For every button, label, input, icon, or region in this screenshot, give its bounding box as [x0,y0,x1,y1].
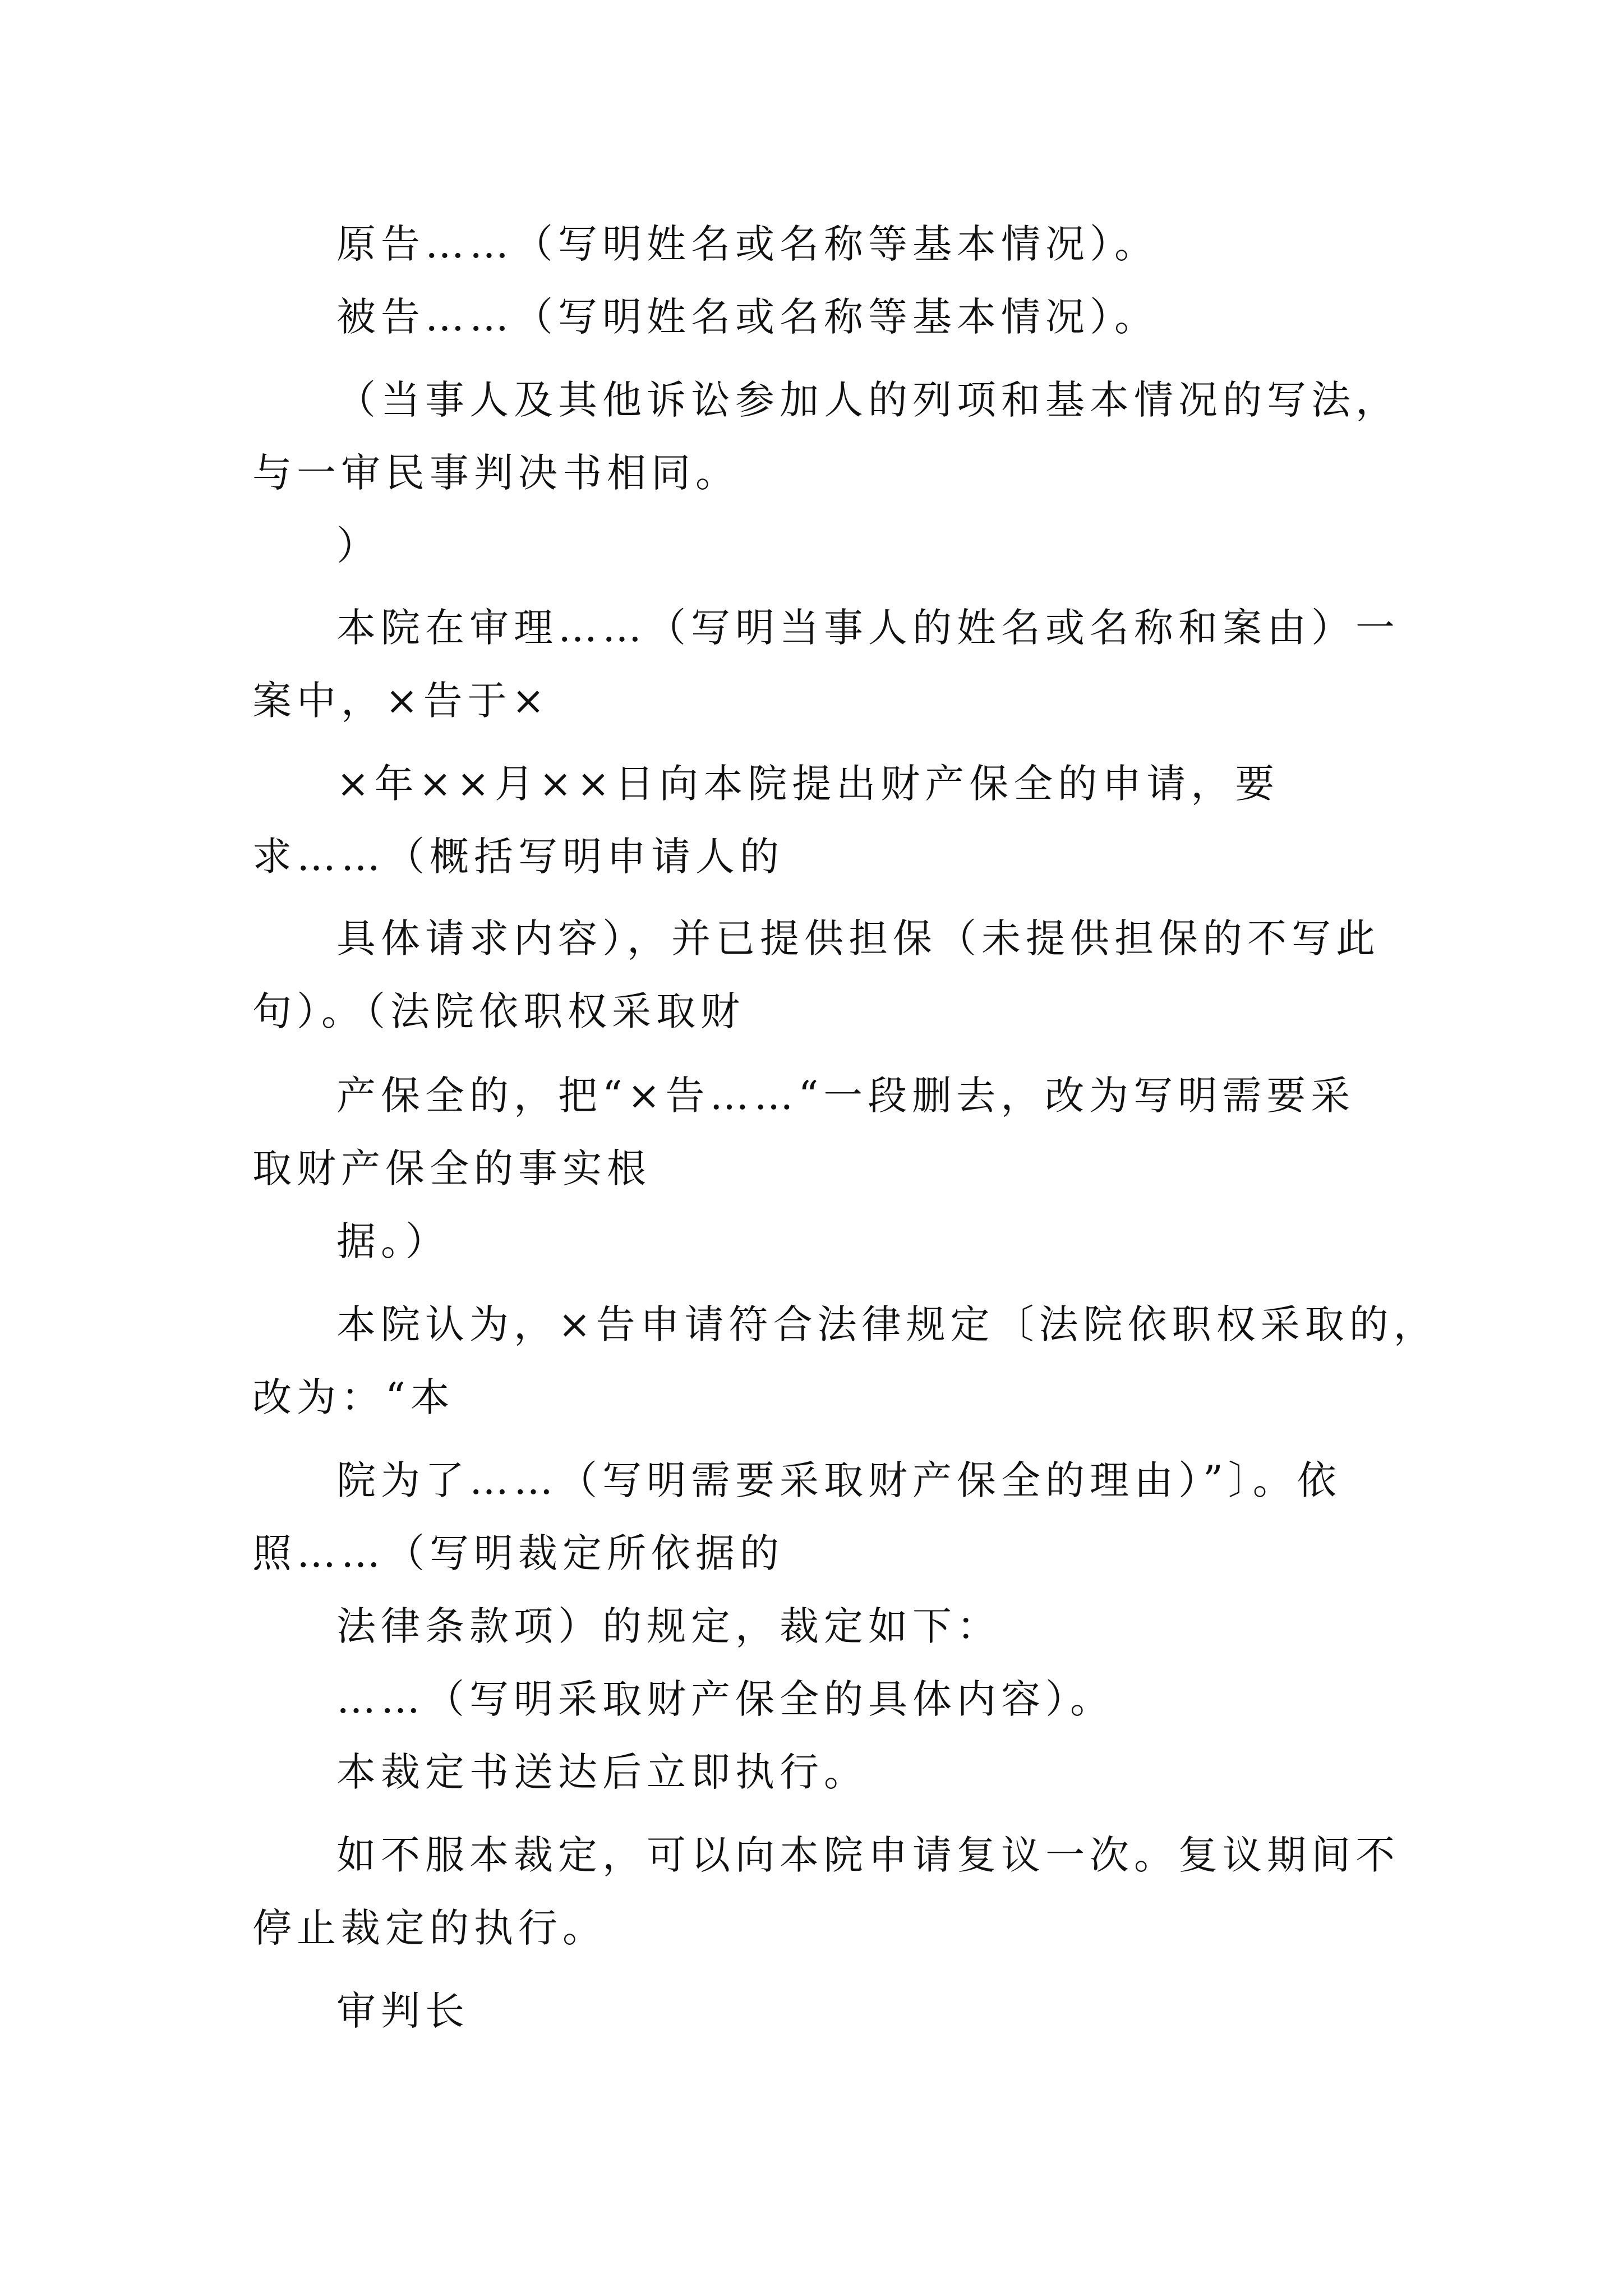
line-review-2: 停止裁定的执行。 [252,1905,607,1951]
line-execution: 本裁定书送达后立即执行。 [336,1749,868,1795]
line-opinion-3: 院为了……（写明需要采取财产保全的理由）”〕。依 [336,1457,1341,1503]
line-opinion-4: 照……（写明裁定所依据的 [252,1530,784,1576]
line-parties-note-2: 与一审民事判决书相同。 [252,450,740,496]
line-case-9: 据。） [336,1218,450,1264]
line-opinion-2: 改为：“本 [252,1374,455,1420]
line-case-4: 求……（概括写明申请人的 [252,834,784,880]
line-case-2: 案中，×告于× [252,678,550,724]
line-presiding-judge: 审判长 [336,1988,469,2034]
line-case-8: 取财产保全的事实根 [252,1145,651,1191]
line-case-5: 具体请求内容），并已提供担保（未提供担保的不写此 [336,915,1380,961]
line-opinion-1: 本院认为，×告申请符合法律规定〔法院依职权采取的， [336,1301,1438,1347]
line-parties-note-3: ） [336,523,381,569]
line-parties-note-1: （当事人及其他诉讼参加人的列项和基本情况的写法， [336,377,1400,423]
line-ruling-content: ……（写明采取财产保全的具体内容）。 [336,1676,1114,1722]
line-case-1: 本院在审理……（写明当事人的姓名或名称和案由）一 [336,605,1400,651]
line-plaintiff: 原告……（写明姓名或名称等基本情况）。 [336,221,1159,267]
line-case-7: 产保全的，把“×告……“一段删去，改为写明需要采 [336,1073,1355,1119]
line-case-6: 句）。（法院依职权采取财 [252,988,745,1034]
line-opinion-5: 法律条款项）的规定，裁定如下： [336,1603,1001,1649]
line-case-3: ×年××月××日向本院提出财产保全的申请，要 [336,761,1280,807]
line-defendant: 被告……（写明姓名或名称等基本情况）。 [336,294,1159,340]
line-review-1: 如不服本裁定，可以向本院申请复议一次。复议期间不 [336,1832,1400,1878]
